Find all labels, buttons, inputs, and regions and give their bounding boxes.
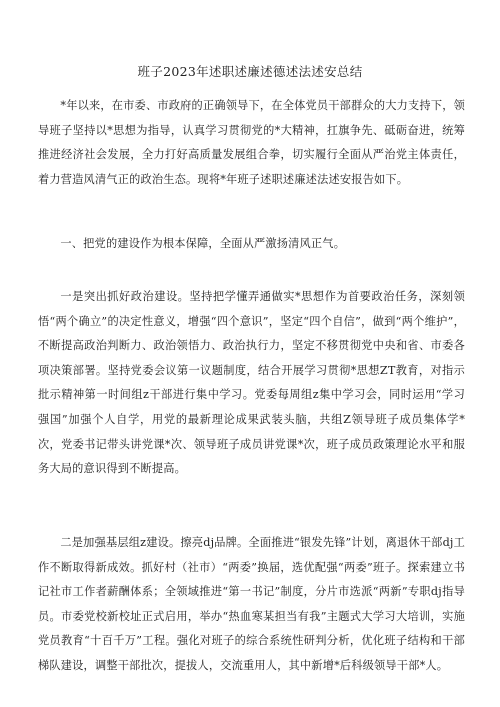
paragraph-political-construction: 一是突出抓好政治建设。坚持把学懂弄通做实*思想作为首要政治任务，深刻领悟“两个确立”的决定性意义，增强“四个意识”，坚定“四个自信”，做到“两个维护”，不断提高政治判断力、政治领悟力、政治执行力，坚定不移贯彻党中央和省、市委各项决策部署。坚持党委会议第一议题制度，结合开展学习贯彻*思想ZT教育，对指示批示精神第一时间组z干部进行集中学习。党委每周组z集中学习会，同时运用“学习强国”加强个人自学，用党的最新理论成果武装头脑，共组Z领导班子成员集体学*次，党委书记带头讲党课*次、领导班子成员讲党课*次，班子成员政策理论水平和服务大局的意识得到不断提高。 bbox=[38, 290, 465, 476]
paragraph-grassroots-construction: 二是加强基层组z建设。擦亮dj品牌。全面推进“银发先锋”计划，离退休干部dj工作不断取得新成效。抓好村（社市）“两委”换届，选优配强“两委”班子。探索建立书记社市工作者薪酬体系；全领域推进“第一书记”制度，分片市选派“两新”专职dj指导员。市委党校新校址正式启用，举办“热血寒某担当有我”主题式大学习大培训，实施党员教育“十百千万”工程。强化对班子的综合系统性研判分析，优化班子结构和干部梯队建设，调整干部批次，提拔人，交流重用人，其中新增*后科级领导干部*人。 bbox=[38, 536, 465, 672]
document-title: 班子2023年述职述廉述德述法述安总结 bbox=[137, 64, 363, 79]
paragraph-continued bbox=[38, 672, 465, 702]
section-heading-1: 一、把党的建设作为根本保障，全面从严激扬清风正气。 bbox=[60, 237, 346, 250]
paragraph-intro: *年以来，在市委、市政府的正确领导下，在全体党员干部群众的大力支持下，领导班子坚持以*思想为指导，认真学习贯彻党的*大精神，扛旗争先、砥砺奋进，统筹推进经济社会发展，全力打好高质量发展组合拳，切实履行全面从严治党主体责任，着力营造风清气正的政治生态。现将*年班子述职述廉述法述安报告如下。 bbox=[38, 99, 465, 186]
